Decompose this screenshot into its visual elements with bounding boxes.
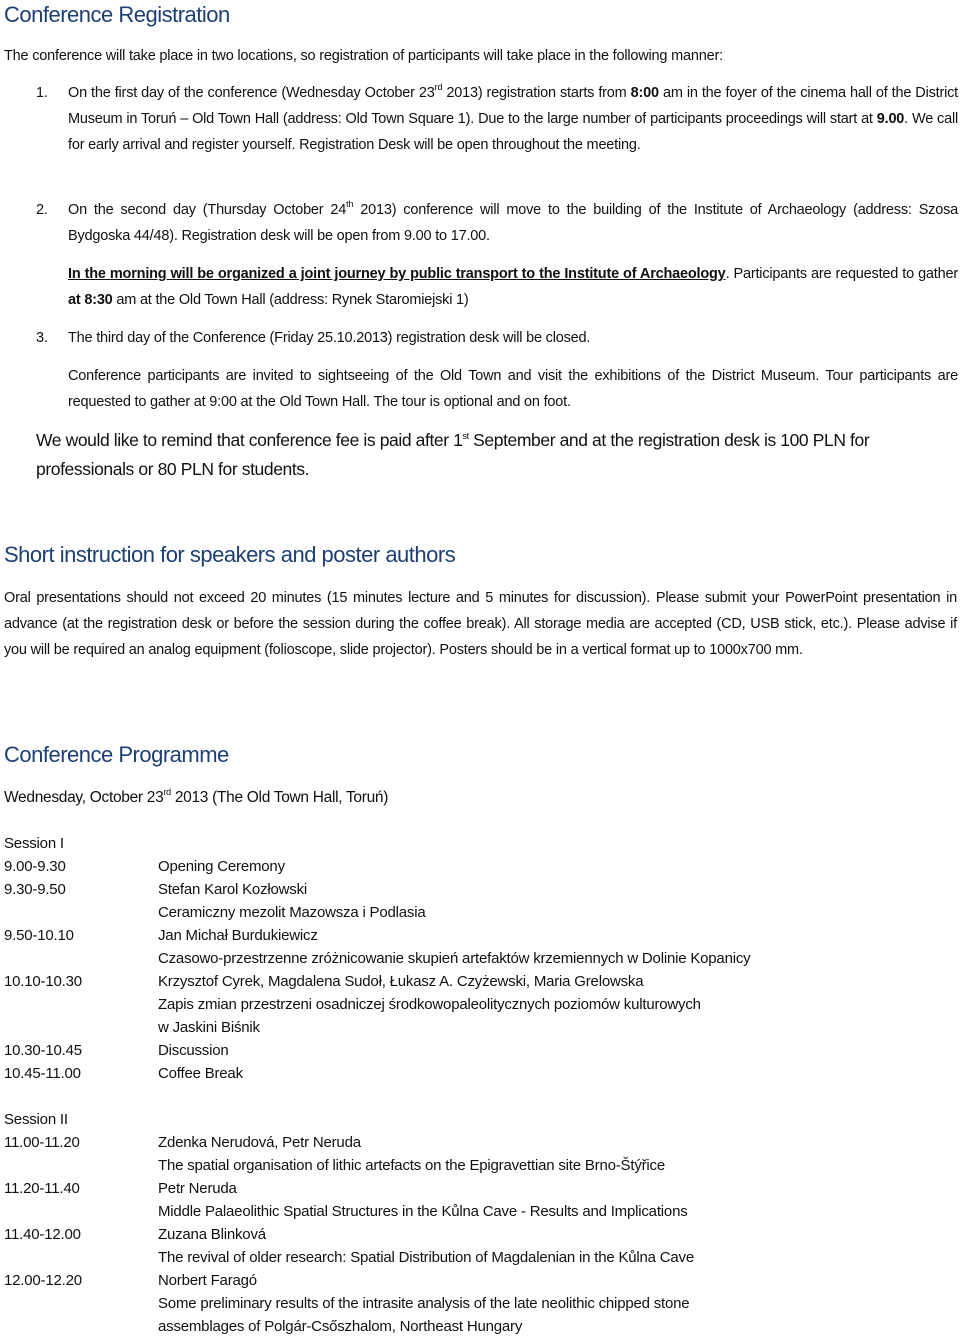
row-time: 9.50-10.10	[4, 927, 74, 944]
row-speaker: Zdenka Nerudová, Petr Neruda	[158, 1134, 361, 1151]
speakers-heading: Short instruction for speakers and poster authors	[4, 542, 456, 567]
row-speaker: Jan Michał Burdukiewicz	[158, 927, 318, 944]
item2-journey: In the morning will be organized a joint journey by public transport to the Institute of Archaeology. Participants are requested to gather at 8:30 am at the Old Town Hall (address: Rynek Staromiejski 1)	[68, 266, 958, 308]
sightseeing-text: Conference participants are invited to sightseeing of the Old Town and visit the exhibitions of the District Museum. Tour participants are requested to gather at 9:00 at the Old Town Hall. The tour is optional and on foot.	[68, 368, 958, 410]
row-speaker: Zuzana Blinková	[158, 1226, 266, 1243]
row-speaker: Krzysztof Cyrek, Magdalena Sudoł, Łukasz A. Czyżewski, Maria Grelowska	[158, 973, 644, 990]
session1-label: Session I	[4, 835, 64, 852]
registration-intro: The conference will take place in two locations, so registration of participants will take place in the following manner:	[4, 48, 723, 64]
row-time: 11.40-12.00	[4, 1226, 81, 1243]
row-time: 12.00-12.20	[4, 1272, 82, 1289]
programme-heading: Conference Programme	[4, 742, 229, 767]
row-time: 11.20-11.40	[4, 1180, 80, 1197]
row-time: 9.00-9.30	[4, 858, 66, 875]
registration-heading: Conference Registration	[4, 2, 230, 27]
row-time: 10.30-10.45	[4, 1042, 82, 1059]
row-time: 9.30-9.50	[4, 881, 66, 898]
item3-text: The third day of the Conference (Friday 25.10.2013) registration desk will be closed.	[68, 330, 591, 346]
item1-number: 1.	[36, 85, 48, 101]
programme-day: Wednesday, October 23rd 2013 (The Old Town Hall, Toruń)	[4, 787, 389, 806]
row-speaker: Discussion	[158, 1042, 229, 1059]
row-time: 10.10-10.30	[4, 973, 82, 990]
row-speaker: Norbert Faragó	[158, 1272, 257, 1289]
row-speaker: Coffee Break	[158, 1065, 243, 1082]
session2-label: Session II	[4, 1111, 68, 1128]
row-time: 10.45-11.00	[4, 1065, 81, 1082]
row-time: 11.00-11.20	[4, 1134, 80, 1151]
item3-number: 3.	[36, 330, 48, 346]
document-page: Conference Registration The conference will take place in two locations, so registration of participants will take place in the following manner: 1. On the first day of the conference (Wednesday October 23rd 2013) registration starts from 8:00 am in the foyer of the cinema hall of the District Museum in Toruń – Old Town Hall (address: Old Town Square 1). Due to the large number of participants proceedings will start at 9.00. We call for early arrival and register yourself. Registration Desk will be open throughout the meeting. 2. On the second day (Thursday October 24th 2013) conference will move to the building of the Institute of Archaeology (address: Szosa Bydgoska 44/48). Registration desk will be open from 9.00 to 17.00. In the morning will be organized a joint journey by public transport to the Institute of Archaeology. Participants are requested to gather at 8:30 am at the Old Town Hall (address: Rynek Staromiejski 1) 3. The third day of the Conference (Friday 25.10.2013) registration desk will be closed. Conference participants are invited to sightseeing of the Old Town and visit the exhibitions of the District Museum. Tour participants are requested to gather at 9:00 at the Old Town Hall. The tour is optional and on foot. We would like to remind that conference fee is paid after 1st September and at the registration desk is 100 PLN for professionals or 80 PLN for students. Short instruction for speakers and poster authors Oral presentations should not exceed 20 minutes (15 minutes lecture and 5 minutes for discussion). Please submit your PowerPoint presentation in advance (at the registration desk or before the session during the coffee break). All storage media are accepted (CD, USB stick, etc.). Please advise if you will be required an analog equipment (folioscope, slide projector). Posters should be in a vertical format up to 1000x700 mm. Conference Programme Wednesday, October 23rd 2013 (The Old Town Hall, Toruń) Session I 9.00-9.30 Opening Ceremony 9.30-9.50 Stefan Karol Kozłowski Ceramiczny mezolit Mazowsza i Podlasia 9.50-10.10 Jan Michał Burdukiewicz Czasowo-przestrzenne zróżnicowanie skupień artefaktów krzemiennych w Dolinie Kopanicy 10.10-10.30 Krzysztof Cyrek, Magdalena Sudoł, Łukasz A. Czyżewski, Maria Grelowska Zapis zmian przestrzeni osadniczej środkowopaleolitycznych poziomów kulturowych w Jaskini Biśnik 10.30-10.45 Discussion 10.45-11.00 Coffee Break Session II 11.00-11.20 Zdenka Nerudová, Petr Neruda The spatial organisation of lithic artefacts on the Epigravettian site Brno-Štýřice 11.20-11.40 Petr Neruda Middle Palaeolithic Spatial Structures in the Kůlna Cave - Results and Implications 11.40-12.00 Zuzana Blinková The revival of older research: Spatial Distribution of Magdalenian in the Kůlna Cave 12.00-12.20 Norbert Faragó Some preliminary results of the intrasite analysis of the late neolithic chipped stone assemblages of Polgár-Csőszhalom, Northeast Hungary	[4, 2, 958, 1335]
item1-text: On the first day of the conference (Wednesday October 23rd 2013) registration starts from 8:00 am in the foyer of the cinema hall of the District Museum in Toruń – Old Town Hall (address: Old Town Square 1). Due to the large number of participants proceedings will start at 9.00. We call for early arrival and register yourself. Registration Desk will be open throughout the meeting.	[68, 82, 958, 153]
row-speaker: Opening Ceremony	[158, 858, 285, 875]
speakers-text: Oral presentations should not exceed 20 minutes (15 minutes lecture and 5 minutes for discussion). Please submit your PowerPoint presentation in advance (at the registration desk or before the session during the coffee break). All storage media are accepted (CD, USB stick, etc.). Please advise if you will be required an analog equipment (folioscope, slide projector). Posters should be in a vertical format up to 1000x700 mm.	[4, 590, 957, 658]
row-speaker: Petr Neruda	[158, 1180, 237, 1197]
row-speaker: Stefan Karol Kozłowski	[158, 881, 308, 898]
item2-number: 2.	[36, 202, 48, 218]
item2-text: On the second day (Thursday October 24th 2013) conference will move to the building of the Institute of Archaeology (address: Szosa Bydgoska 44/48). Registration desk will be open from 9.00 to 17.00.	[68, 199, 958, 244]
fee-reminder: We would like to remind that conference fee is paid after 1st September and at the registration desk is 100 PLN for professionals or 80 PLN for students.	[36, 430, 870, 479]
